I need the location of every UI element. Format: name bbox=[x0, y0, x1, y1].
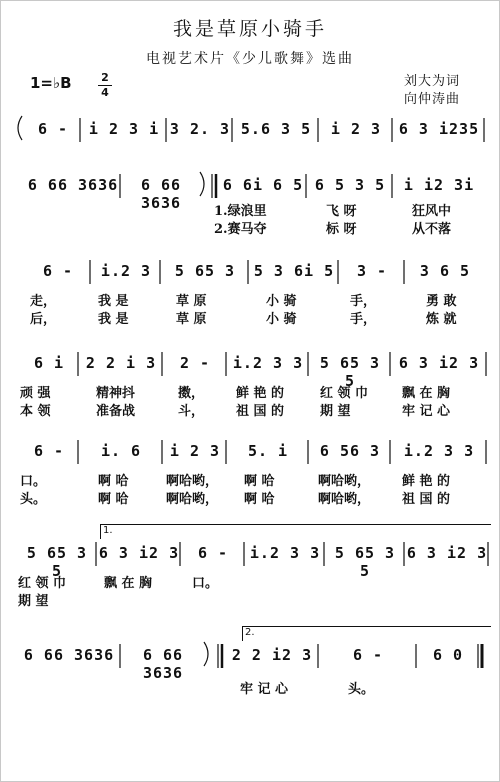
lyric-syllable: 勇 敢 bbox=[426, 294, 457, 309]
lyric-syllable: 期 望 bbox=[320, 404, 351, 419]
measure: 5 65 3 5 bbox=[319, 354, 381, 390]
lyric-syllable: 口。 bbox=[192, 576, 219, 591]
measure: 6 i bbox=[33, 354, 65, 372]
lyric-syllable: 牢 记 心 bbox=[402, 404, 451, 419]
measure: 5 3 6i 5 bbox=[253, 262, 335, 280]
lyric-syllable: 2.赛马夺 bbox=[214, 222, 267, 237]
time-signature bbox=[98, 72, 112, 99]
measure: i. 6 bbox=[100, 442, 142, 460]
measure: 2 2 i2 3 bbox=[231, 646, 313, 664]
key-signature: 1=♭B bbox=[30, 74, 72, 92]
measure: 6 - bbox=[37, 120, 69, 138]
measure: i 2 3 i bbox=[88, 120, 160, 138]
measure: 3 2. 3 bbox=[169, 120, 231, 138]
measure: 6 66 3636 bbox=[140, 176, 182, 212]
measure: 2 2 i 3 bbox=[85, 354, 157, 372]
lyric-syllable: 鲜 艳 的 bbox=[402, 474, 451, 489]
lyric-syllable: 啊哈哟， bbox=[166, 474, 219, 489]
lyric-syllable: 牢 记 心 bbox=[240, 682, 289, 697]
lyric-syllable: 我 是 bbox=[98, 294, 129, 309]
lyric-syllable: 草 原 bbox=[176, 294, 207, 309]
lyric-syllable: 斗， bbox=[178, 404, 205, 419]
measure: i 2 3 bbox=[330, 120, 382, 138]
lyric-syllable: 红 领 巾 bbox=[18, 576, 67, 591]
measure: 6 - bbox=[42, 262, 74, 280]
measure: 6 66 3636 bbox=[27, 176, 119, 194]
lyric-syllable: 1.绿浪里 bbox=[214, 204, 267, 219]
lyric-syllable: 我 是 bbox=[98, 312, 129, 327]
lyric-syllable: 顽 强 bbox=[20, 386, 51, 401]
lyric-syllable: 头。 bbox=[20, 492, 47, 507]
lyric-syllable: 啊 哈 bbox=[244, 492, 275, 507]
measure: i.2 3 3 bbox=[403, 442, 475, 460]
measure: 6 3 i2 3 bbox=[98, 544, 180, 562]
lyric-syllable: 啊 哈 bbox=[244, 474, 275, 489]
lyric-syllable: 从不落 bbox=[412, 222, 452, 237]
lyric-syllable: 准备战 bbox=[96, 404, 136, 419]
measure: 5 65 3 5 bbox=[26, 544, 88, 580]
measure: 6 66 3636 bbox=[23, 646, 115, 664]
measure: 5.6 3 5 bbox=[240, 120, 312, 138]
measure: 6 56 3 bbox=[319, 442, 381, 460]
measure: 6 3 i2 3 bbox=[406, 544, 488, 562]
measure: 2 - bbox=[179, 354, 211, 372]
measure: i.2 3 3 bbox=[232, 354, 304, 372]
second-ending-bracket: 2. bbox=[242, 626, 491, 641]
measure: 6 6i 6 5 bbox=[222, 176, 304, 194]
lyric-syllable: 标 呀 bbox=[326, 222, 357, 237]
lyric-syllable: 啊哈哟， bbox=[166, 492, 219, 507]
lyric-syllable: 精神抖 bbox=[96, 386, 136, 401]
measure: 6 - bbox=[197, 544, 229, 562]
lyric-syllable: 祖 国 的 bbox=[236, 404, 285, 419]
song-title: 我是草原小骑手 bbox=[172, 18, 327, 40]
measure: 5 65 3 bbox=[174, 262, 236, 280]
measure: 6 5 3 5 bbox=[314, 176, 386, 194]
lyric-syllable: 祖 国 的 bbox=[402, 492, 451, 507]
measure: i.2 3 3 bbox=[249, 544, 321, 562]
measure: 6 3 i235 bbox=[398, 120, 480, 138]
lyric-syllable: 炼 就 bbox=[426, 312, 457, 327]
lyric-syllable: 手， bbox=[350, 312, 377, 327]
measure: 5. i bbox=[247, 442, 289, 460]
measure: i 2 3 bbox=[169, 442, 221, 460]
lyricist-credit: 刘大为词 bbox=[404, 74, 461, 89]
lyric-syllable: 期 望 bbox=[18, 594, 49, 609]
measure: 5 65 3 5 bbox=[334, 544, 396, 580]
measure: 3 - bbox=[356, 262, 388, 280]
measure: 3 6 5 bbox=[419, 262, 471, 280]
lyric-syllable: 本 领 bbox=[20, 404, 51, 419]
lyric-syllable: 草 原 bbox=[176, 312, 207, 327]
measure: 6 - bbox=[33, 442, 65, 460]
lyric-syllable: 飘 在 胸 bbox=[104, 576, 153, 591]
measure: 6 66 3636 bbox=[142, 646, 184, 682]
lyric-syllable: 啊 哈 bbox=[98, 474, 129, 489]
measure: i i2 3i bbox=[403, 176, 475, 194]
lyric-syllable: 头。 bbox=[348, 682, 375, 697]
lyric-syllable: 飘 在 胸 bbox=[402, 386, 451, 401]
lyric-syllable: 手， bbox=[350, 294, 377, 309]
lyric-syllable: 啊哈哟， bbox=[318, 492, 371, 507]
lyric-syllable: 鲜 艳 的 bbox=[236, 386, 285, 401]
time-signature-top: 2 bbox=[101, 71, 109, 84]
lyric-syllable: 飞 呀 bbox=[326, 204, 357, 219]
first-ending-bracket: 1. bbox=[100, 524, 491, 539]
lyric-syllable: 啊哈哟， bbox=[318, 474, 371, 489]
lyric-syllable: 走， bbox=[30, 294, 57, 309]
lyric-syllable: 擞， bbox=[178, 386, 205, 401]
measure: 6 0 bbox=[432, 646, 464, 664]
lyric-syllable: 红 领 巾 bbox=[320, 386, 369, 401]
lyric-syllable: 口。 bbox=[20, 474, 47, 489]
measure: i.2 3 bbox=[100, 262, 152, 280]
lyric-syllable: 狂风中 bbox=[412, 204, 452, 219]
lyric-syllable: 小 骑 bbox=[266, 312, 297, 327]
composer-credit: 向仲涛曲 bbox=[404, 92, 461, 107]
lyric-syllable: 小 骑 bbox=[266, 294, 297, 309]
measure: 6 - bbox=[352, 646, 384, 664]
lyric-syllable: 啊 哈 bbox=[98, 492, 129, 507]
time-signature-bottom: 4 bbox=[101, 86, 109, 99]
song-subtitle: 电视艺术片《少儿歌舞》选曲 bbox=[146, 51, 354, 67]
measure: 6 3 i2 3 bbox=[398, 354, 480, 372]
lyric-syllable: 后， bbox=[30, 312, 57, 327]
